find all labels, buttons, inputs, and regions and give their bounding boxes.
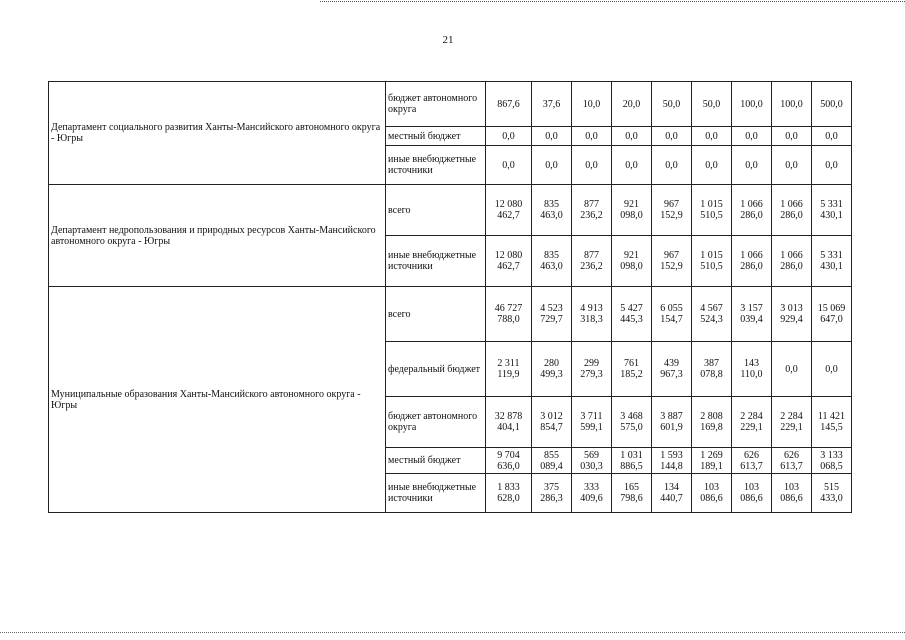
amount-cell: 0,0 xyxy=(652,127,692,146)
amount-cell: 32 878 404,1 xyxy=(486,397,532,448)
amount-cell: 387 078,8 xyxy=(692,342,732,397)
funding-source-cell: местный бюджет xyxy=(386,127,486,146)
amount-cell: 1 066 286,0 xyxy=(732,185,772,236)
amount-cell: 20,0 xyxy=(612,82,652,127)
amount-cell: 299 279,3 xyxy=(572,342,612,397)
amount-cell: 835 463,0 xyxy=(532,185,572,236)
amount-cell: 921 098,0 xyxy=(612,236,652,287)
amount-cell: 3 133 068,5 xyxy=(812,448,852,474)
amount-cell: 165 798,6 xyxy=(612,474,652,513)
amount-cell: 46 727 788,0 xyxy=(486,287,532,342)
amount-cell: 0,0 xyxy=(612,146,652,185)
amount-cell: 835 463,0 xyxy=(532,236,572,287)
amount-cell: 3 012 854,7 xyxy=(532,397,572,448)
amount-cell: 1 015 510,5 xyxy=(692,185,732,236)
amount-cell: 0,0 xyxy=(692,127,732,146)
amount-cell: 0,0 xyxy=(572,127,612,146)
amount-cell: 1 066 286,0 xyxy=(732,236,772,287)
amount-cell: 4 913 318,3 xyxy=(572,287,612,342)
amount-cell: 0,0 xyxy=(812,127,852,146)
budget-table xyxy=(48,81,852,513)
funding-source-cell: бюджет автономного округа xyxy=(386,397,486,448)
amount-cell: 1 269 189,1 xyxy=(692,448,732,474)
amount-cell: 0,0 xyxy=(692,146,732,185)
amount-cell: 1 015 510,5 xyxy=(692,236,732,287)
amount-cell: 0,0 xyxy=(532,127,572,146)
amount-cell: 0,0 xyxy=(772,342,812,397)
amount-cell: 626 613,7 xyxy=(732,448,772,474)
table-row xyxy=(49,185,852,236)
org-name-cell: Департамент недропользования и природных ресурсов Ханты-Мансийского автономного округа - Югры xyxy=(49,185,386,287)
org-name-cell: Муниципальные образования Ханты-Мансийского автономного округа - Югры xyxy=(49,287,386,513)
funding-source-cell: федеральный бюджет xyxy=(386,342,486,397)
amount-cell: 333 409,6 xyxy=(572,474,612,513)
amount-cell: 6 055 154,7 xyxy=(652,287,692,342)
amount-cell: 5 331 430,1 xyxy=(812,236,852,287)
amount-cell: 0,0 xyxy=(812,342,852,397)
amount-cell: 3 013 929,4 xyxy=(772,287,812,342)
amount-cell: 1 066 286,0 xyxy=(772,185,812,236)
amount-cell: 4 523 729,7 xyxy=(532,287,572,342)
amount-cell: 0,0 xyxy=(772,146,812,185)
amount-cell: 1 066 286,0 xyxy=(772,236,812,287)
funding-source-cell: иные внебюджетные источники xyxy=(386,236,486,287)
amount-cell: 921 098,0 xyxy=(612,185,652,236)
amount-cell: 2 284 229,1 xyxy=(732,397,772,448)
amount-cell: 280 499,3 xyxy=(532,342,572,397)
table-row xyxy=(49,287,852,342)
amount-cell: 0,0 xyxy=(486,127,532,146)
amount-cell: 1 593 144,8 xyxy=(652,448,692,474)
amount-cell: 439 967,3 xyxy=(652,342,692,397)
table-row xyxy=(49,82,852,127)
org-name-cell: Департамент социального развития Ханты-Мансийского автономного округа - Югры xyxy=(49,82,386,185)
funding-source-cell: иные внебюджетные источники xyxy=(386,146,486,185)
amount-cell: 0,0 xyxy=(486,146,532,185)
amount-cell: 103 086,6 xyxy=(732,474,772,513)
amount-cell: 100,0 xyxy=(732,82,772,127)
amount-cell: 2 311 119,9 xyxy=(486,342,532,397)
amount-cell: 569 030,3 xyxy=(572,448,612,474)
amount-cell: 0,0 xyxy=(732,127,772,146)
amount-cell: 12 080 462,7 xyxy=(486,185,532,236)
amount-cell: 0,0 xyxy=(652,146,692,185)
amount-cell: 375 286,3 xyxy=(532,474,572,513)
amount-cell: 143 110,0 xyxy=(732,342,772,397)
page-number: 21 xyxy=(442,34,454,46)
funding-source-cell: иные внебюджетные источники xyxy=(386,474,486,513)
amount-cell: 100,0 xyxy=(772,82,812,127)
amount-cell: 11 421 145,5 xyxy=(812,397,852,448)
funding-source-cell: всего xyxy=(386,185,486,236)
amount-cell: 50,0 xyxy=(692,82,732,127)
amount-cell: 3 157 039,4 xyxy=(732,287,772,342)
amount-cell: 37,6 xyxy=(532,82,572,127)
amount-cell: 0,0 xyxy=(532,146,572,185)
amount-cell: 500,0 xyxy=(812,82,852,127)
amount-cell: 2 808 169,8 xyxy=(692,397,732,448)
amount-cell: 2 284 229,1 xyxy=(772,397,812,448)
amount-cell: 5 331 430,1 xyxy=(812,185,852,236)
amount-cell: 0,0 xyxy=(772,127,812,146)
amount-cell: 103 086,6 xyxy=(772,474,812,513)
amount-cell: 761 185,2 xyxy=(612,342,652,397)
amount-cell: 626 613,7 xyxy=(772,448,812,474)
amount-cell: 15 069 647,0 xyxy=(812,287,852,342)
amount-cell: 0,0 xyxy=(812,146,852,185)
amount-cell: 967 152,9 xyxy=(652,185,692,236)
amount-cell: 3 468 575,0 xyxy=(612,397,652,448)
scan-bottom-edge xyxy=(0,632,905,633)
funding-source-cell: всего xyxy=(386,287,486,342)
amount-cell: 9 704 636,0 xyxy=(486,448,532,474)
amount-cell: 867,6 xyxy=(486,82,532,127)
amount-cell: 877 236,2 xyxy=(572,185,612,236)
funding-source-cell: бюджет автономного округа xyxy=(386,82,486,127)
amount-cell: 967 152,9 xyxy=(652,236,692,287)
amount-cell: 103 086,6 xyxy=(692,474,732,513)
amount-cell: 4 567 524,3 xyxy=(692,287,732,342)
amount-cell: 12 080 462,7 xyxy=(486,236,532,287)
amount-cell: 1 833 628,0 xyxy=(486,474,532,513)
amount-cell: 3 711 599,1 xyxy=(572,397,612,448)
amount-cell: 50,0 xyxy=(652,82,692,127)
budget-table-body xyxy=(49,82,852,513)
amount-cell: 0,0 xyxy=(612,127,652,146)
amount-cell: 3 887 601,9 xyxy=(652,397,692,448)
amount-cell: 5 427 445,3 xyxy=(612,287,652,342)
amount-cell: 134 440,7 xyxy=(652,474,692,513)
amount-cell: 877 236,2 xyxy=(572,236,612,287)
funding-source-cell: местный бюджет xyxy=(386,448,486,474)
scan-top-edge xyxy=(320,1,905,2)
amount-cell: 0,0 xyxy=(732,146,772,185)
amount-cell: 10,0 xyxy=(572,82,612,127)
amount-cell: 0,0 xyxy=(572,146,612,185)
amount-cell: 515 433,0 xyxy=(812,474,852,513)
amount-cell: 855 089,4 xyxy=(532,448,572,474)
amount-cell: 1 031 886,5 xyxy=(612,448,652,474)
